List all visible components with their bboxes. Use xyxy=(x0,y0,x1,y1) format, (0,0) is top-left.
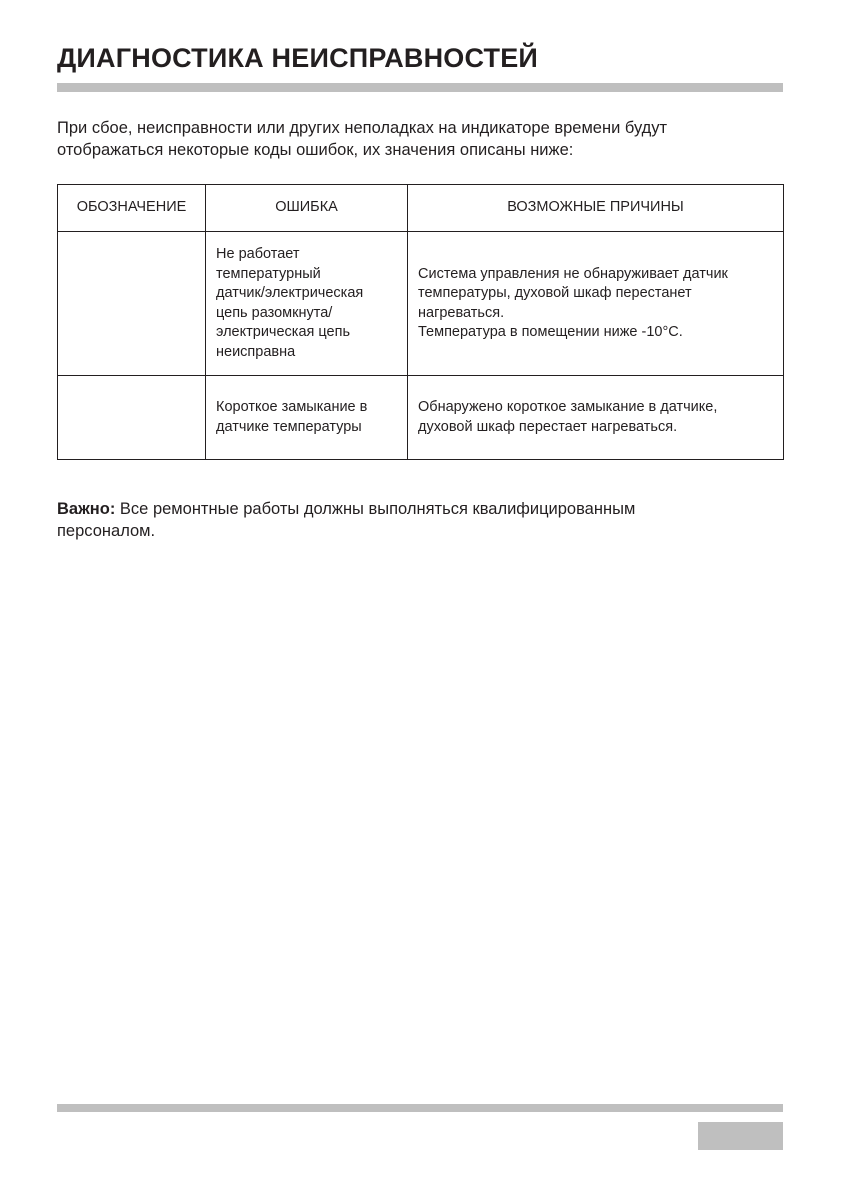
page-number-tab xyxy=(698,1122,783,1150)
cause-line: температуры, духовой шкаф перестанет xyxy=(418,285,692,301)
intro-paragraph xyxy=(57,117,783,161)
error-line: датчике температуры xyxy=(216,418,362,435)
header-error: ОШИБКА xyxy=(206,185,408,232)
error-line: датчик/электрическая xyxy=(216,285,364,301)
note-text-continued: персоналом. xyxy=(57,522,156,540)
table-header-row xyxy=(58,185,784,232)
error-line: электрическая цепь xyxy=(216,324,351,340)
error-line: температурный xyxy=(216,265,321,282)
code-cell xyxy=(58,376,206,460)
header-designation: ОБОЗНАЧЕНИЕ xyxy=(58,185,206,232)
cause-line: Система управления не обнаруживает датчик xyxy=(418,265,728,282)
page-title: ДИАГНОСТИКА НЕИСПРАВНОСТЕЙ xyxy=(57,43,539,73)
cause-line: Температура в помещении ниже -10°C. xyxy=(418,324,683,340)
cause-line: нагреваться. xyxy=(418,304,505,321)
cause-line: Обнаружено короткое замыкание в датчике, xyxy=(418,399,718,415)
table-row xyxy=(58,376,784,460)
title-rule xyxy=(57,83,783,92)
header-causes: ВОЗМОЖНЫЕ ПРИЧИНЫ xyxy=(408,185,784,232)
error-cell xyxy=(206,232,408,376)
footer-rule xyxy=(57,1104,783,1112)
cause-cell xyxy=(408,376,784,460)
error-line: неисправна xyxy=(216,343,296,360)
intro-line: отображаться некоторые коды ошибок, их значения описаны ниже: xyxy=(57,141,574,159)
table-row xyxy=(58,232,784,376)
error-codes-table xyxy=(57,184,784,460)
code-cell xyxy=(58,232,206,376)
note-label: Важно: xyxy=(57,500,116,518)
error-cell xyxy=(206,376,408,460)
cause-cell xyxy=(408,232,784,376)
error-line: Не работает xyxy=(216,246,300,262)
note-text: Все ремонтные работы должны выполняться квалифицированным xyxy=(115,500,636,518)
error-line: цепь разомкнута/ xyxy=(216,304,333,321)
important-note xyxy=(57,498,783,542)
cause-line: духовой шкаф перестает нагреваться. xyxy=(418,418,678,435)
intro-line: При сбое, неисправности или других неполадках на индикаторе времени будут xyxy=(57,119,668,137)
error-line: Короткое замыкание в xyxy=(216,399,368,415)
